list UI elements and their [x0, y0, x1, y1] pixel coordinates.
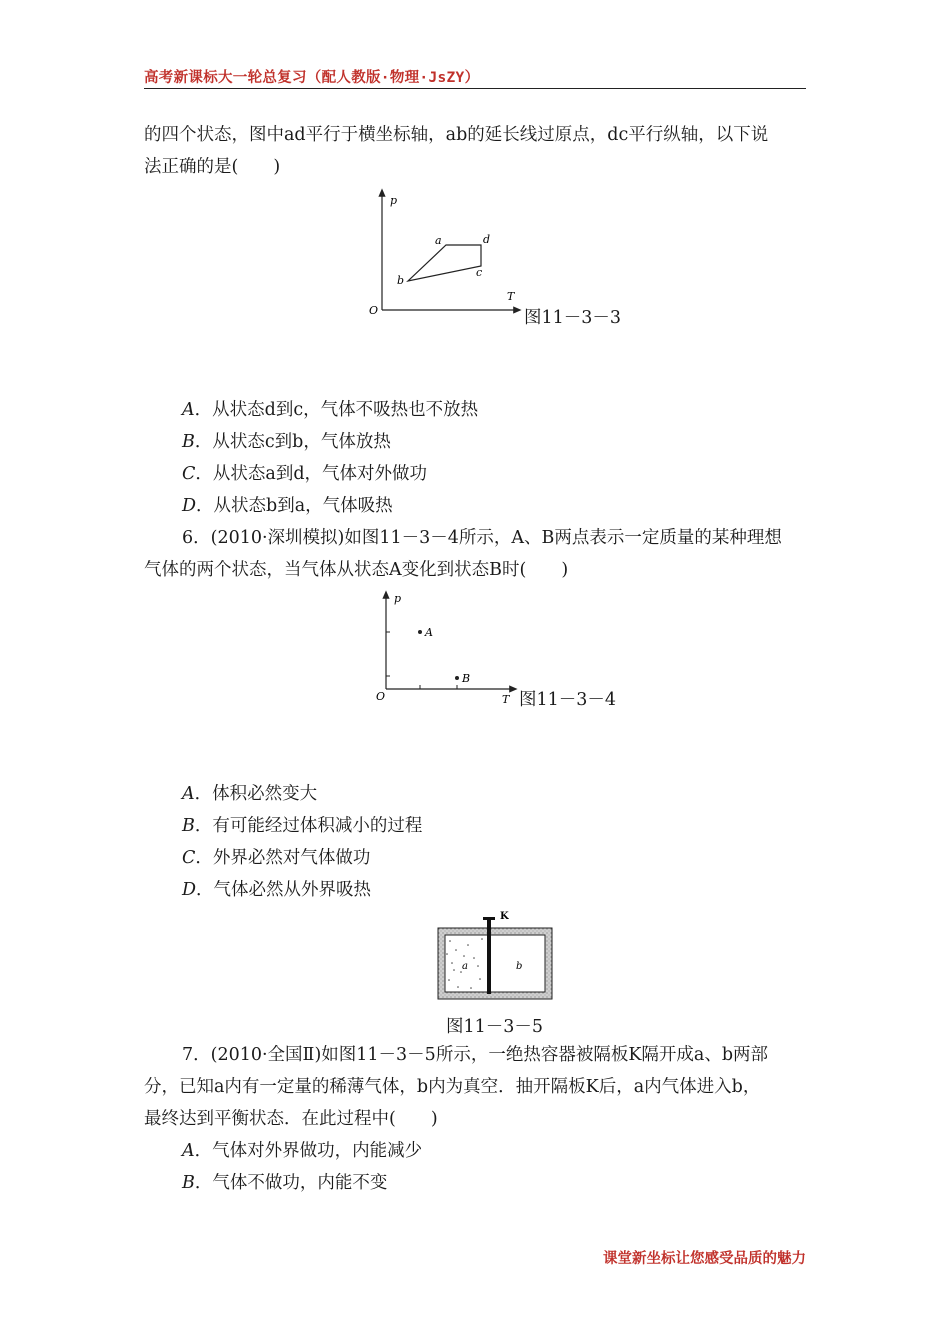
label-c: c	[476, 266, 483, 279]
q5-text-line2: 法正确的是( )	[144, 157, 281, 177]
q6-option-d-letter: D	[182, 880, 197, 900]
q6-option-a-letter: A	[182, 784, 195, 804]
q6-option-b-letter: B	[182, 816, 195, 836]
q6-option-d-text: ．气体必然从外界吸热	[196, 880, 372, 900]
q5-text-line1: 的四个状态，图中ad平行于横坐标轴，ab的延长线过原点，dc平行纵轴，以下说	[144, 125, 769, 145]
q7-option-b-text: ．气体不做功，内能不变	[194, 1173, 388, 1193]
q6-option-b	[182, 815, 422, 837]
label-a: a	[435, 234, 442, 247]
label-d: d	[483, 233, 491, 246]
q7-option-a	[182, 1140, 422, 1162]
q6-option-a	[182, 783, 317, 805]
label-k: K	[500, 911, 509, 922]
fig-11-3-5-caption: 图11－3－5	[446, 1017, 544, 1037]
q6-option-c-letter: C	[182, 848, 196, 868]
q5-option-c	[182, 463, 427, 485]
q5-option-b-text: ．从状态c到b，气体放热	[194, 432, 391, 452]
fig-11-3-3-caption: 图11－3－3	[524, 308, 622, 328]
cycle-abcd	[408, 245, 481, 281]
q5-option-c-text: ．从状态a到d，气体对外做功	[195, 464, 428, 484]
figure-11-3-5	[434, 908, 558, 1004]
q5-option-b-letter: B	[182, 432, 195, 452]
q5-option-a-letter: A	[182, 400, 195, 420]
label-o: O	[376, 690, 386, 703]
q7-text-line3: 最终达到平衡状态．在此过程中( )	[144, 1109, 438, 1129]
q7-option-b-letter: B	[182, 1173, 195, 1193]
q7-text-line2: 分，已知a内有一定量的稀薄气体，b内为真空．抽开隔板K后，a内气体进入b，	[144, 1077, 761, 1097]
q7-option-b	[182, 1172, 387, 1194]
q5-option-a	[182, 399, 478, 421]
partition-handle	[483, 917, 495, 920]
q6-option-b-text: ．有可能经过体积减小的过程	[194, 816, 423, 836]
q5-option-d-text: ．从状态b到a，气体吸热	[196, 496, 393, 516]
q7-option-a-letter: A	[182, 1141, 195, 1161]
label-a-point: A	[425, 626, 433, 639]
label-o: O	[369, 304, 379, 317]
point-b	[455, 676, 459, 680]
label-t: T	[507, 290, 515, 303]
figure-11-3-3	[360, 186, 530, 326]
q6-option-c-text: ．外界必然对气体做功	[195, 848, 371, 868]
q6-option-a-text: ．体积必然变大	[194, 784, 318, 804]
container-wall	[438, 928, 552, 999]
partition-k	[487, 918, 491, 994]
fig-11-3-4-caption: 图11－3－4	[519, 690, 617, 710]
q5-option-d	[182, 495, 393, 517]
page-header	[144, 66, 806, 89]
header-title: 高考新课标大一轮总复习（配人教版·物理·JsZY）	[144, 70, 480, 86]
q5-option-c-letter: C	[182, 464, 196, 484]
q6-option-c	[182, 847, 370, 869]
label-b-point: B	[462, 672, 471, 685]
label-p: p	[394, 592, 402, 605]
q6-text-line1: 6．(2010·深圳模拟)如图11－3－4所示，A、B两点表示一定质量的某种理想	[182, 528, 782, 548]
q7-text-line1: 7．(2010·全国Ⅱ)如图11－3－5所示，一绝热容器被隔板K隔开成a、b两部	[182, 1045, 769, 1065]
q5-option-d-letter: D	[182, 496, 197, 516]
q5-option-b	[182, 431, 391, 453]
label-a-chamber: a	[462, 961, 468, 972]
label-t: T	[502, 693, 510, 706]
q6-option-d	[182, 879, 371, 901]
label-b-chamber: b	[516, 961, 523, 972]
page-footer: 课堂新坐标让您感受品质的魅力	[603, 1251, 806, 1267]
label-p: p	[390, 194, 398, 207]
label-b: b	[397, 274, 405, 287]
q7-option-a-text: ．气体对外界做功，内能减少	[194, 1141, 423, 1161]
q6-text-line2: 气体的两个状态，当气体从状态A变化到状态B时( )	[144, 560, 569, 580]
figure-11-3-4	[368, 588, 520, 708]
q5-option-a-text: ．从状态d到c，气体不吸热也不放热	[194, 400, 479, 420]
point-a	[418, 630, 422, 634]
